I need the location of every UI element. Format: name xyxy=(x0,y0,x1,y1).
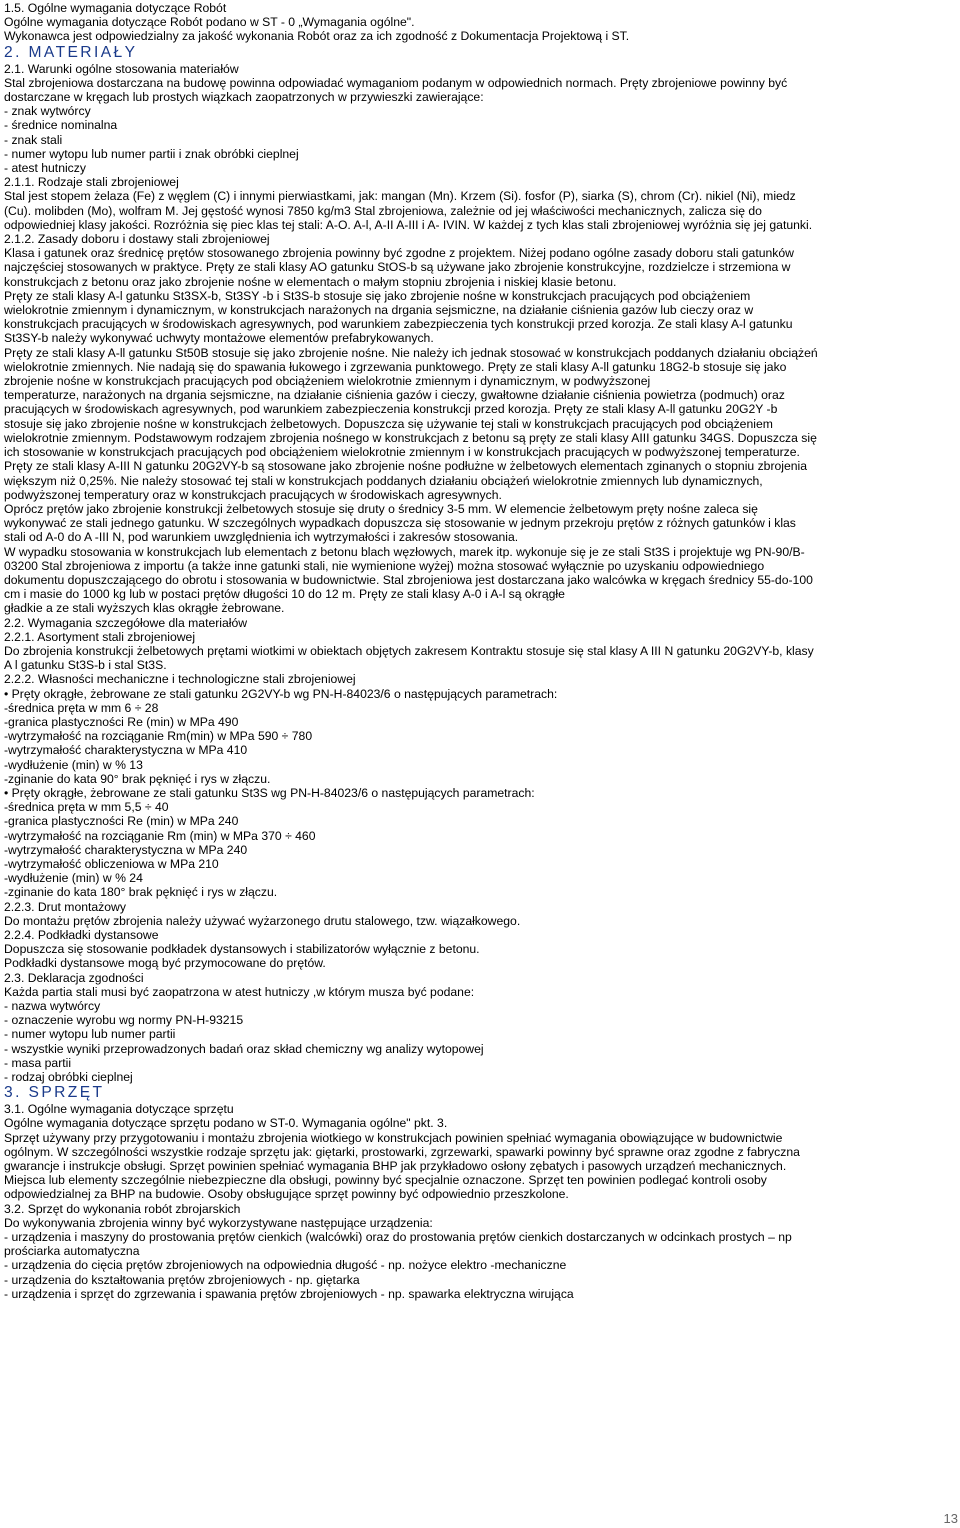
text-line: - nazwa wytwórcy xyxy=(4,999,101,1014)
text-line: St3SY-b należy wykonywać uchwyty montażowe elementów prefabrykowanych. xyxy=(4,331,434,346)
text-line: Ogólne wymagania dotyczące Robót podano w ST - 0 „Wymagania ogólne". xyxy=(4,15,415,30)
text-line: prościarka automatyczna xyxy=(4,1244,140,1259)
text-line: - urządzenia do cięcia prętów zbrojeniowych na odpowiednia długość - np. nożyce elektro -mechaniczne xyxy=(4,1258,567,1273)
text-line: • Pręty okrągłe, żebrowane ze stali gatunku St3S wg PN-H-84023/6 o następujących parametrach: xyxy=(4,785,535,800)
text-line: dokumentu dopuszczającego do obrotu i stosowania w budownictwie. Stal zbrojeniowa jest dostarczana jako walcówka w kręgach średnicy 55-do-100 xyxy=(4,572,813,587)
text-line: Miejsca lub elementy szczególnie niebezpieczne dla obsługi, powinny być specjalnie oznaczone. Sprzęt ten powinien podlegać kontroli osoby xyxy=(4,1173,767,1188)
text-line: stali od A-0 do A -III N, pod warunkiem uwzględnienia ich wytrzymałości i zakresów stosowania. xyxy=(4,530,519,545)
text-line: odpowiedniej klasy jakości. Rozróżnia się piec klas tej stali: A-O. A-l, A-II A-III i A- IVIN. W każdej z tych klas stali zbrojeniowej wyróżnia się jej gatunki. xyxy=(4,217,813,232)
text-line: - znak wytwórcy xyxy=(4,104,91,119)
text-line: Ogólne wymagania dotyczące sprzętu podano w ST-0. Wymagania ogólne" pkt. 3. xyxy=(4,1116,448,1131)
text-line: 3.1. Ogólne wymagania dotyczące sprzętu xyxy=(4,1102,234,1117)
text-line: Pręty ze stali klasy A-ll gatunku St50B stosuje się jako zbrojenie nośne. Nie należy ich jednak stosować w konstrukcjach poddanych działaniu obciążeń xyxy=(4,345,818,360)
text-line: Do wykonywania zbrojenia winny być wykorzystywane następujące urządzenia: xyxy=(4,1215,433,1230)
text-line: stosuje się jako zbrojenie nośne w konstrukcjach żelbetowych. Dopuszcza się używanie tej stali w konstrukcjach pracujących pod obciążeniem xyxy=(4,416,773,431)
text-line: Do zbrojenia konstrukcji żelbetowych prętami wiotkimi w obiektach objętych zakresem Kontraktu stosuje się stal klasy A III N gatunku 20G2VY-b, klasy xyxy=(4,643,814,658)
text-line: Każda partia stali musi być zaopatrzona w atest hutniczy ,w którym musza być podane: xyxy=(4,984,475,999)
text-line: 2.2.1. Asortyment stali zbrojeniowej xyxy=(4,629,196,644)
text-line: Stal jest stopem żelaza (Fe) z węglem (C) i innymi pierwiastkami, jak: mangan (Mn). Krzem (Si). fosfor (P), siarka (S), chrom (Cr). nikiel (Ni), miedz xyxy=(4,189,796,204)
text-line: Podkładki dystansowe mogą być przymocowane do prętów. xyxy=(4,956,326,971)
text-line: wielokrotnie zmiennych. Nie nadają się do spawania łukowego i zgrzewania punktowego. Pręty ze stali klasy A-ll gatunku 18G2-b stosuje się jako xyxy=(4,359,787,374)
text-line: -wytrzymałość obliczeniowa w MPa 210 xyxy=(4,856,219,871)
text-line: (Cu). molibden (Mo), wolfram M. Jej gęstość wynosi 7850 kg/m3 Stal zbrojeniowa, zależnie od jej właściwości mechanicznych, zalicza się do xyxy=(4,203,762,218)
text-line: odpowiedzialnej za BHP na budowie. Osoby obsługujące sprzęt powinny być odpowiednio przeszkolone. xyxy=(4,1187,569,1202)
text-line: konstrukcjach z betonu oraz jako zbrojenie nośne w elementach o małym stopniu zbrojenia i niskiej klasie betonu. xyxy=(4,274,617,289)
text-line: ogólnym. W szczególności wszystkie rodzaje sprzętu jak: giętarki, prostowarki, zgrzewarki, spawarki powinny być sprawne oraz zgodne z fabryczna xyxy=(4,1144,800,1159)
text-line: 2.1. Warunki ogólne stosowania materiałów xyxy=(4,61,239,76)
text-line: -średnica pręta w mm 5,5 ÷ 40 xyxy=(4,800,169,815)
text-line: 2.3. Deklaracja zgodności xyxy=(4,970,144,985)
text-line: 2.1.2. Zasady doboru i dostawy stali zbrojeniowej xyxy=(4,232,270,247)
text-line: Pręty ze stali klasy A-l gatunku St3SX-b, St3SY -b i St3S-b stosuje się jako zbrojenie nośne w konstrukcjach pracujących pod obciążeniem xyxy=(4,288,751,303)
text-line: gładkie a ze stali wyższych klas okrągłe żebrowane. xyxy=(4,601,285,616)
text-line: 2.2.4. Podkładki dystansowe xyxy=(4,928,159,942)
text-line: - numer wytopu lub numer partii i znak obróbki cieplnej xyxy=(4,146,299,161)
text-line: -granica plastyczności Re (min) w MPa 240 xyxy=(4,814,239,829)
text-line: -średnica pręta w mm 6 ÷ 28 xyxy=(4,700,159,715)
text-line: 3.2. Sprzęt do wykonania robót zbrojarskich xyxy=(4,1201,241,1216)
text-line: - urządzenia do kształtowania prętów zbrojeniowych - np. giętarka xyxy=(4,1272,360,1287)
section-heading: 2. MATERIAŁY xyxy=(4,43,138,61)
text-line: temperaturze, narażonych na drgania sejsmiczne, na działanie ciśnienia gazów i cieczy, gwałtowne działanie ciśnienia powietrza (podmuch) oraz xyxy=(4,388,785,403)
text-line: - masa partii xyxy=(4,1055,72,1070)
text-line: cm i masie do 1000 kg lub w postaci prętów długości 10 do 12 m. Pręty ze stali klasy A-0 i A-l są okrągłe xyxy=(4,587,565,602)
text-line: 2.2. Wymagania szczegółowe dla materiałów xyxy=(4,615,248,630)
text-line: - średnice nominalna xyxy=(4,118,118,133)
section-heading: 3. SPRZĘT xyxy=(4,1084,105,1102)
text-line: najczęściej stosowanych w praktyce. Pręty ze stali klasy AO gatunku StOS-b są używane jako zbrojenie konstrukcyjne, rozdzielcze i strzemiona w xyxy=(4,260,791,275)
text-line: -wytrzymałość charakterystyczna w MPa 240 xyxy=(4,842,248,857)
text-line: -zginanie do kata 180° brak pęknięć i rys w złączu. xyxy=(4,885,278,900)
text-line: Dopuszcza się stosowanie podkładek dystansowych i stabilizatorów wyłącznie z betonu. xyxy=(4,942,480,957)
text-line: ich stosowanie w konstrukcjach pracujących pod obciążeniem wielokrotnie zmiennym i w konstrukcjach pracujących w podwyższonej temperaturze. xyxy=(4,445,800,460)
text-line: -wydłużenie (min) w % 24 xyxy=(4,871,143,886)
text-line: pracujących w środowiskach agresywnych, pod warunkiem zabezpieczenia konstrukcji przed korozja. Pręty ze stali klasy A-ll gatunku 20G2Y -b xyxy=(4,402,778,417)
text-line: Pręty ze stali klasy A-III N gatunku 20G2VY-b są stosowane jako zbrojenie nośne podłużne w żelbetowych elementach zginanych o stopniu zbrojenia xyxy=(4,459,808,474)
text-line: - atest hutniczy xyxy=(4,161,86,176)
text-line: W wypadku stosowania w konstrukcjach lub elementach z betonu blach węzłowych, marek itp. wykonuje się je ze stali St3S i projektuje wg PN-90/B- xyxy=(4,544,805,559)
text-line: 1.5. Ogólne wymagania dotyczące Robót xyxy=(4,1,227,15)
text-line: gwarancje i instrukcje obsługi. Sprzęt powinien spełniać wymagania BHP jak przykładowo osłony zębatych i pasowych urządzeń mechanicznych. xyxy=(4,1159,787,1174)
text-line: Wykonawca jest odpowiedzialny za jakość wykonania Robót oraz za ich zgodność z Dokumentacja Projektową i ST. xyxy=(4,29,630,44)
text-line: wielokrotnie zmiennym. Podstawowym rodzajem zbrojenia nośnego w konstrukcjach z betonu są pręty ze stali klasy AIII gatunku 34GS. Dopuszcza się xyxy=(4,430,817,445)
text-line: - numer wytopu lub numer partii xyxy=(4,1027,176,1042)
text-line: wykonywać ze stali jednego gatunku. W szczególnych wypadkach dopuszcza się stosowanie w jednym przekroju prętów z różnych gatunków i klas xyxy=(4,516,796,531)
document-page xyxy=(4,1,954,1301)
text-line: • Pręty okrągłe, żebrowane ze stali gatunku 2G2VY-b wg PN-H-84023/6 o następujących parametrach: xyxy=(4,686,558,701)
text-line: większym niż 0,25%. Nie należy stosować tej stali w konstrukcjach poddanych działaniu obciążeń wielokrotnie zmiennych lub dynamicznych, xyxy=(4,473,763,488)
text-line: -wytrzymałość charakterystyczna w MPa 410 xyxy=(4,743,248,758)
text-line: 2.2.2. Własności mechaniczne i technologiczne stali zbrojeniowej xyxy=(4,672,356,687)
text-line: -granica plastyczności Re (min) w MPa 490 xyxy=(4,714,239,729)
text-line: 2.2.3. Drut montażowy xyxy=(4,899,126,914)
page-number: 13 xyxy=(943,1511,958,1526)
text-line: zbrojenie nośne w konstrukcjach pracujących pod obciążeniem wielokrotnie zmiennym i dynamicznym, w podwyższonej xyxy=(4,374,651,389)
text-line: 03200 Stal zbrojeniowa z importu (a także inne gatunki stali, nie wymienione wyżej) można stosować wyłącznie po uzyskaniu odpowiedniego xyxy=(4,558,765,573)
text-line: -wydłużenie (min) w % 13 xyxy=(4,757,143,772)
text-line: konstrukcjach pracujących w środowiskach agresywnych, pod warunkiem zabezpieczenia tych konstrukcji przed korozja. Ze stali klasy A-l gatunku xyxy=(4,317,793,332)
text-line: - wszystkie wyniki przeprowadzonych badań oraz skład chemiczny wg analizy wytopowej xyxy=(4,1041,484,1056)
text-line: Do montażu prętów zbrojenia należy używać wyżarzonego drutu stalowego, tzw. wiązałkowego. xyxy=(4,913,521,928)
text-line: -wytrzymałość na rozciąganie Rm(min) w MPa 590 ÷ 780 xyxy=(4,729,313,744)
text-line: dostarczane w kręgach lub prostych wiązkach zaopatrzonych w przywieszki zawierające: xyxy=(4,90,484,105)
text-line: wielokrotnie zmiennym i dynamicznym, w konstrukcjach narażonych na drgania sejsmiczne, na działanie ciśnienia gazów lub cieczy oraz w xyxy=(4,303,754,318)
text-line: Oprócz prętów jako zbrojenie konstrukcji żelbetowych stosuje się druty o średnicy 3-5 mm. W elemencie żelbetowym pręty nośne zaleca się xyxy=(4,501,758,516)
text-line: Stal zbrojeniowa dostarczana na budowę powinna odpowiadać wymaganiom podanym w odpowiednich normach. Pręty zbrojeniowe powinny być xyxy=(4,75,788,90)
text-line: 2.1.1. Rodzaje stali zbrojeniowej xyxy=(4,175,179,190)
text-line: - urządzenia i sprzęt do zgrzewania i spawania prętów zbrojeniowych - np. spawarka elektryczna wirująca xyxy=(4,1286,574,1301)
text-line: - rodzaj obróbki cieplnej xyxy=(4,1070,133,1085)
text-line: - urządzenia i maszyny do prostowania prętów cienkich (walcówki) oraz do prostowania prętów cienkich dostarczanych w odcinkach prostych – np xyxy=(4,1230,792,1245)
text-line: -zginanie do kata 90° brak pęknięć i rys w złączu. xyxy=(4,771,271,786)
text-line: Klasa i gatunek oraz średnicę prętów stosowanego zbrojenia powinny być zgodne z projektem. Niżej podano ogólne zasady doboru stali gatunków xyxy=(4,246,794,261)
text-line: - oznaczenie wyrobu wg normy PN-H-93215 xyxy=(4,1013,244,1028)
text-line: Sprzęt używany przy przygotowaniu i montażu zbrojenia wiotkiego w konstrukcjach powinien spełniać wymagania obowiązujące w budownictwie xyxy=(4,1130,783,1145)
text-line: A l gatunku St3S-b i stal St3S. xyxy=(4,658,167,673)
text-line: - znak stali xyxy=(4,132,63,147)
text-line: podwyższonej temperatury oraz w konstrukcjach pracujących w środowiskach agresywnych. xyxy=(4,487,502,502)
text-line: -wytrzymałość na rozciąganie Rm (min) w MPa 370 ÷ 460 xyxy=(4,828,316,843)
